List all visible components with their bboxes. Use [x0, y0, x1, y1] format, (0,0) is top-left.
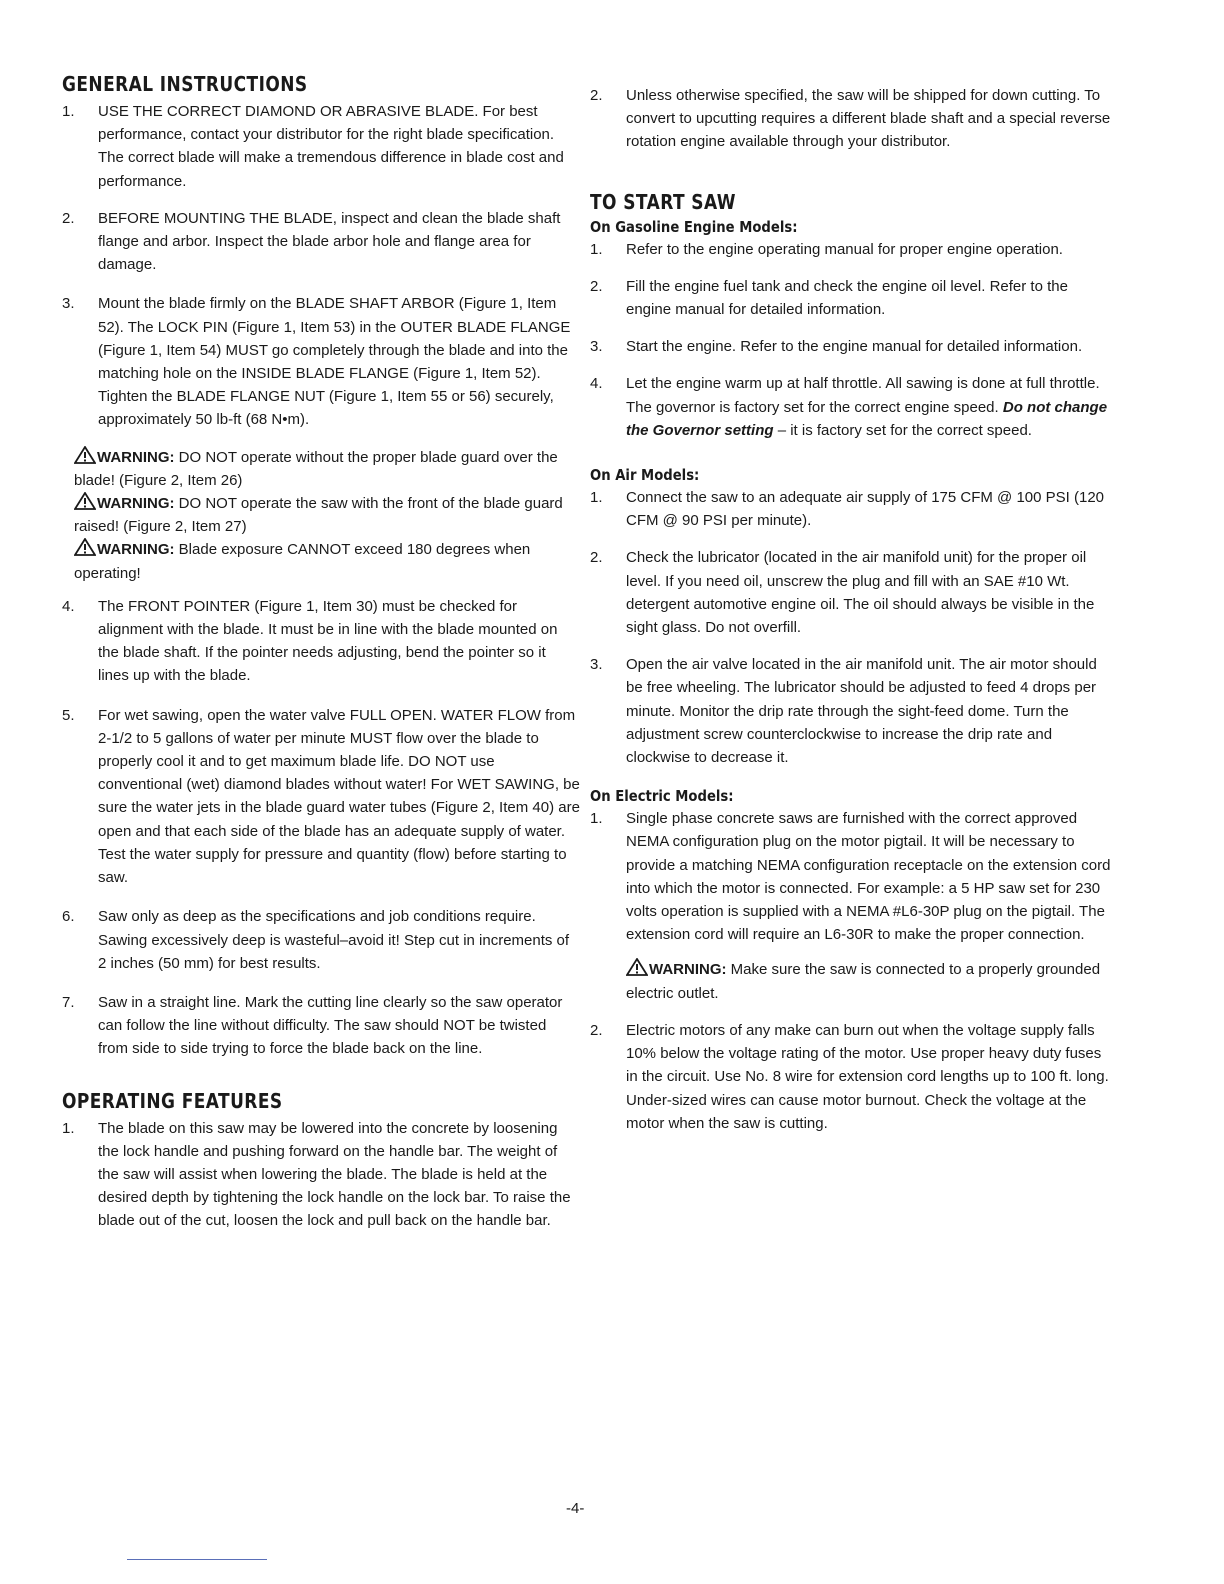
to-start-saw-heading: TO START SAW: [590, 189, 736, 214]
list-item: 1. Single phase concrete saws are furnished with the correct approved NEMA configuration plug on the motor pigtail. It will be necessary to provide a matching NEMA configuration receptacle on the extension cord into which the motor is connected. For example: a 5 HP saw set for 230 volts operation is supplied with a NEMA #L6-30P plug on the pigtail. The extension cord will require an L6-30R to make the proper connection.: [590, 810, 1111, 944]
list-item: 1. Refer to the engine operating manual for proper engine operation.: [590, 240, 1063, 258]
left-column: [62, 72, 580, 1233]
general-instructions-heading: GENERAL INSTRUCTIONS: [62, 72, 308, 96]
air-models-heading: On Air Models:: [590, 466, 700, 485]
footer-rule: [127, 1559, 267, 1560]
warnings-block: [74, 446, 580, 585]
page-number: -4-: [566, 1500, 585, 1517]
gasoline-models-heading: On Gasoline Engine Models:: [590, 217, 798, 236]
list-item: 2. Electric motors of any make can burn out when the voltage supply falls 10% below the voltage rating of the motor. Use proper heavy duty fuses in the circuit. Use No. 8 wire for extension cord lengths up to 100 ft. long. Under-sized wires can cause motor burnout. Check the voltage at the motor when the saw is cutting.: [590, 1021, 1109, 1132]
list-item: 4. Let the engine warm up at half throttle. All sawing is done at full throttle. The governor is factory set for the correct engine speed. Do not change the Governor setting – it is factory set for the correct speed.: [590, 375, 1108, 439]
list-item: 1. Connect the saw to an adequate air supply of 175 CFM @ 100 PSI (120 CFM @ 90 PSI per minute).: [590, 489, 1105, 530]
list-item: 3. Mount the blade firmly on the BLADE SHAFT ARBOR (Figure 1, Item 52). The LOCK PIN (Figure 1, Item 53) in the OUTER BLADE FLANGE (Figure 1, Item 54) MUST go completely through the blade and into the matching hole on the INSIDE BLADE FLANGE (Figure 1, Item 52). Tighten the BLADE FLANGE NUT (Figure 1, Item 55 or 56) securely, approximately 50 lb-ft (68 N•m).: [62, 295, 571, 429]
list-item: 2. Fill the engine fuel tank and check the engine oil level. Refer to the engine manual for detailed information.: [590, 277, 1068, 319]
list-item: 7. Saw in a straight line. Mark the cutting line clearly so the saw operator can follow the line without difficulty. The saw should NOT be twisted from side to side trying to force the blade back on the line.: [62, 993, 563, 1058]
warning-note: WARNING: Blade exposure CANNOT exceed 180 degrees when operating!: [74, 538, 580, 584]
warning-icon: [74, 538, 96, 556]
warning-note: WARNING: DO NOT operate the saw with the front of the blade guard raised! (Figure 2, Item 27): [74, 492, 580, 538]
warning-icon: [74, 492, 96, 510]
list-item: 1. USE THE CORRECT DIAMOND OR ABRASIVE BLADE. For best performance, contact your distributor for the right blade specification. The correct blade will make a tremendous difference in blade cost and performance.: [62, 103, 564, 190]
list-item: 5. For wet sawing, open the water valve FULL OPEN. WATER FLOW from 2-1/2 to 5 gallons of water per minute MUST flow over the blade to properly cool it and to get maximum blade life. DO NOT use conventional (wet) diamond blades without water! For WET SAWING, be sure the water jets in the blade guard water tubes (Figure 2, Item 40) are open and that each side of the blade has an adequate supply of water. Test the water supply for pressure and quantity (flow) before starting to saw.: [62, 706, 580, 887]
right-column: [590, 84, 1112, 1135]
warning-icon: [626, 958, 648, 976]
operating-features-heading: OPERATING FEATURES: [62, 1088, 283, 1113]
list-item: 2. BEFORE MOUNTING THE BLADE, inspect and clean the blade shaft flange and arbor. Inspect the blade arbor hole and flange area for damage.: [62, 209, 561, 274]
list-item: 6. Saw only as deep as the specifications and job conditions require. Sawing excessively deep is wasteful–avoid it! Step cut in increments of 2 inches (50 mm) for best results.: [62, 908, 570, 972]
list-item: 3. Start the engine. Refer to the engine manual for detailed information.: [590, 338, 1083, 356]
warning-note: WARNING: DO NOT operate without the proper blade guard over the blade! (Figure 2, Item 26): [74, 446, 580, 492]
warning-icon: [74, 446, 96, 464]
electric-models-heading: On Electric Models:: [590, 787, 734, 806]
list-item: 2. Unless otherwise specified, the saw will be shipped for down cutting. To convert to upcutting requires a different blade shaft and a special reverse rotation engine available through your distributor.: [590, 87, 1111, 151]
list-item: 2. Check the lubricator (located in the air manifold unit) for the proper oil level. If you need oil, unscrew the plug and fill with an SAE #10 Wt. detergent automotive engine oil. The oil should always be visible in the sight glass. Do not overfill.: [590, 549, 1095, 637]
governor-emphasis: Do not change the Governor setting: [626, 398, 1108, 439]
list-item: 4. The FRONT POINTER (Figure 1, Item 30) must be checked for alignment with the blade. It must be in line with the blade mounted on the blade shaft. If the pointer needs adjusting, bend the pointer so it lines up with the blade.: [62, 597, 558, 685]
warning-note: WARNING: Make sure the saw is connected to a properly grounded electric outlet.: [626, 958, 1112, 1004]
list-item: 1. The blade on this saw may be lowered into the concrete by loosening the lock handle and pushing forward on the handle bar. The weight of the saw will assist when lowering the blade. The blade is held at the desired depth by tightening the lock handle on the lock bar. To raise the blade out of the cut, loosen the lock and pull back on the handle bar.: [62, 1119, 571, 1230]
list-item: 3. Open the air valve located in the air manifold unit. The air motor should be free wheeling. The lubricator should be adjusted to feed 4 drops per minute. Monitor the drip rate through the sight-feed dome. Turn the adjustment screw counterclockwise to increase the drip rate and clockwise to decrease it.: [590, 656, 1097, 767]
